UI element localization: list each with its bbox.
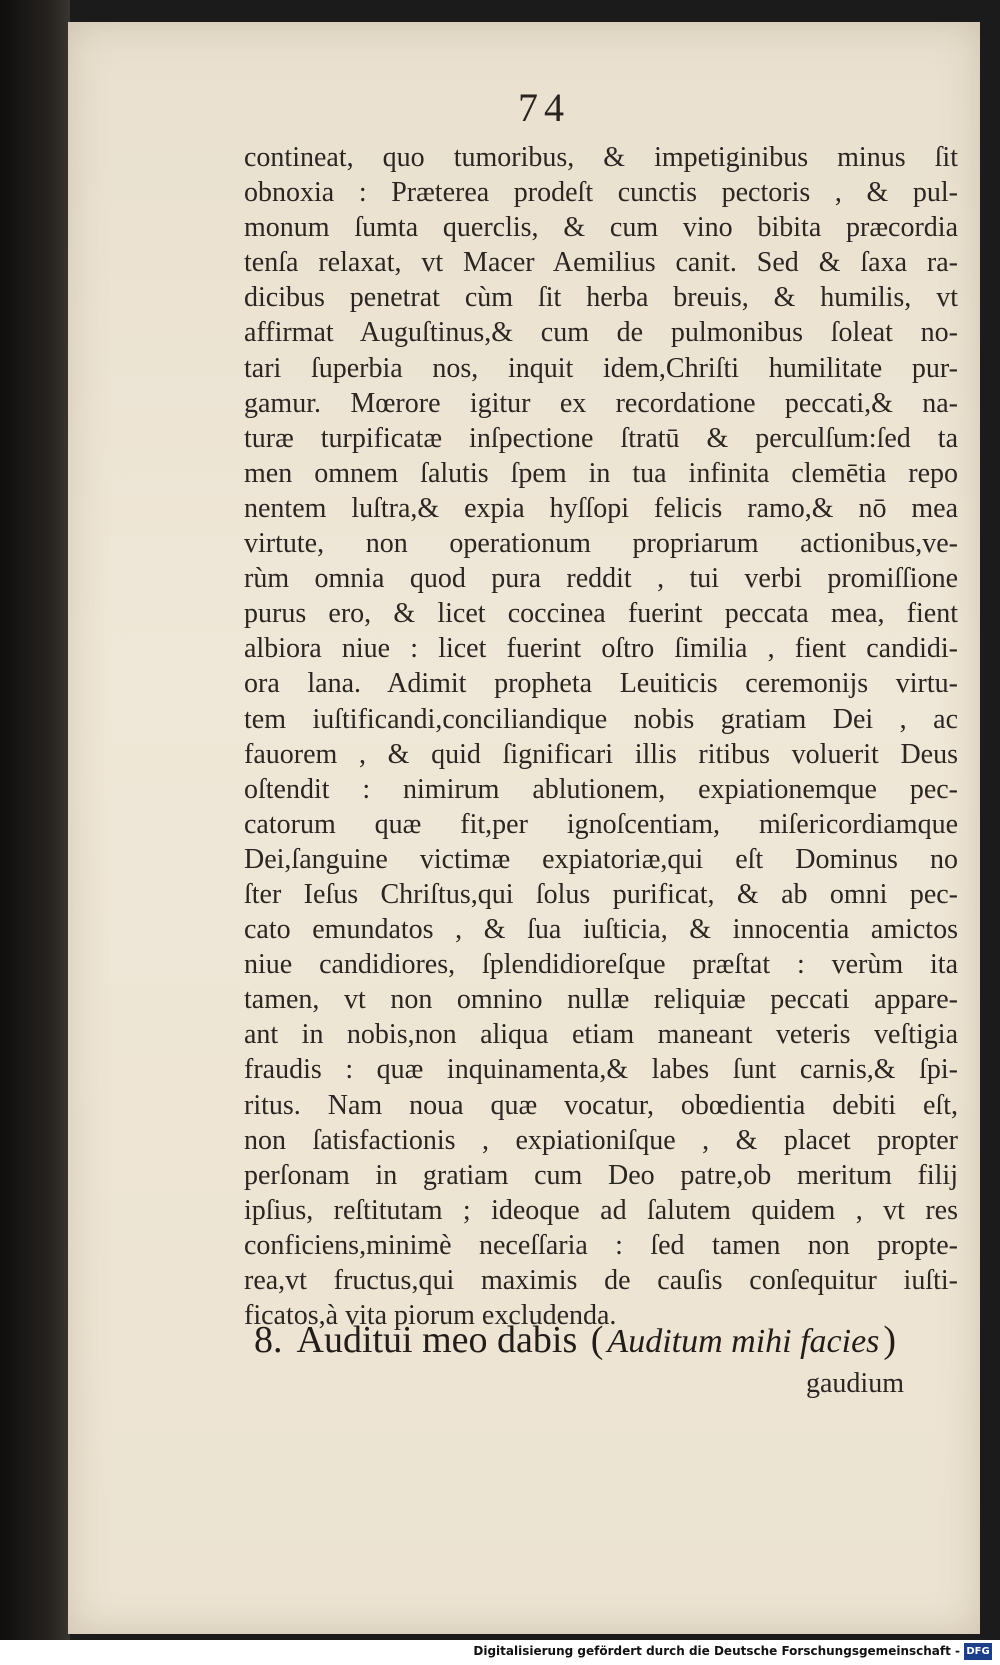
- text-line: affirmat Auguſtinus,& cum de pulmonibus ſoleat no-: [244, 317, 958, 349]
- text-line: purus ero, & licet coccinea fuerint peccata mea, fient: [244, 598, 958, 630]
- text-line: tari ſuperbia nos, inquit idem,Chriſti humilitate pur-: [244, 352, 958, 384]
- verse-paren-close: ): [883, 1319, 897, 1361]
- text-line: ant in nobis,non aliqua etiam maneant veteris veſtigia: [244, 1019, 958, 1051]
- text-line: cato emundatos , & ſua iuſticia, & innocentia amictos: [244, 914, 958, 946]
- text-line: ſter Ieſus Chriſtus,qui ſolus purificat, & ab omni pec-: [244, 878, 958, 910]
- verse-heading: [254, 1318, 960, 1362]
- text-line: ipſius, reſtitutam ; ideoque ad ſalutem quidem , vt res: [244, 1194, 958, 1226]
- text-line: contineat, quo tumoribus, & impetiginibus minus ſit: [244, 142, 958, 173]
- text-line: dicibus penetrat cùm ſit herba breuis, & humilis, vt: [244, 282, 958, 314]
- text-line: obnoxia : Præterea prodeſt cunctis pectoris , & pul-: [244, 177, 958, 209]
- footer-credit: Digitalisierung gefördert durch die Deutsche Forschungsgemeinschaft -: [473, 1644, 960, 1658]
- verse-number: 8.: [254, 1319, 283, 1361]
- text-line: rea,vt fructus,qui maximis de cauſis conſequitur iuſti-: [244, 1265, 958, 1296]
- text-line: virtute, non operationum propriarum actionibus,ve-: [244, 528, 958, 560]
- text-line: catorum quæ fit,per ignoſcentiam, miſericordiamque: [244, 808, 958, 840]
- text-line: tamen, vt non omnino nullæ reliquiæ peccati appare-: [244, 984, 958, 1016]
- book-page: [68, 22, 980, 1634]
- scan-background-edge: [0, 0, 70, 1665]
- text-line: nentem luſtra,& expia hyſſopi felicis ramo,& nō mea: [244, 492, 958, 524]
- catchword: gaudium: [806, 1368, 904, 1399]
- text-line: ritus. Nam noua quæ vocatur, obœdientia debiti eſt,: [244, 1089, 958, 1121]
- text-line: conficiens,minimè neceſſaria : ſed tamen non propte-: [244, 1229, 958, 1261]
- footer-bar: [0, 1640, 1000, 1665]
- text-line: albiora niue : licet fuerint oſtro ſimilia , fient candidi-: [244, 633, 958, 665]
- text-line: rùm omnia quod pura reddit , tui verbi promiſſione: [244, 563, 958, 595]
- page-number: 74: [518, 85, 570, 130]
- text-line: Dei,ſanguine victimæ expiatoriæ,qui eſt Dominus no: [244, 843, 958, 875]
- text-line: monum ſumta querclis, & cum vino bibita præcordia: [244, 212, 958, 244]
- text-line: fauorem , & quid ſignificari illis ritibus voluerit Deus: [244, 738, 958, 770]
- text-line: tem iuſtificandi,conciliandique nobis gratiam Dei , ac: [244, 703, 958, 735]
- text-line: ficatos,à vita piorum excludenda.: [244, 1300, 617, 1332]
- verse-paren-open: (: [590, 1319, 604, 1361]
- text-line: ora lana. Adimit propheta Leuiticis ceremonijs virtu-: [244, 668, 958, 700]
- text-line: niue candidiores, ſplendidioreſque præſtat : verùm ita: [244, 949, 958, 981]
- text-line: gamur. Mœrore igitur ex recordatione peccati,& na-: [244, 387, 958, 419]
- text-line: men omnem ſalutis ſpem in tua infinita clemētia repo: [244, 457, 958, 489]
- dfg-logo: DFG: [964, 1643, 992, 1660]
- text-line: perſonam in gratiam cum Deo patre,ob meritum filij: [244, 1159, 958, 1191]
- text-line: tenſa relaxat, vt Macer Aemilius canit. Sed & ſaxa ra-: [244, 247, 958, 279]
- body-text: [244, 140, 958, 1333]
- verse-alt-reading: Auditum mihi facies: [607, 1323, 880, 1360]
- text-line: non ſatisfactionis , expiationiſque , & placet propter: [244, 1124, 958, 1156]
- text-line: oſtendit : nimirum ablutionem, expiationemque pec-: [244, 773, 958, 805]
- verse-text: Auditui meo dabis: [296, 1319, 578, 1361]
- text-line: fraudis : quæ inquinamenta,& labes ſunt carnis,& ſpi-: [244, 1054, 958, 1086]
- text-line: turæ turpificatæ inſpectione ſtratū & perculſum:ſed ta: [244, 422, 958, 454]
